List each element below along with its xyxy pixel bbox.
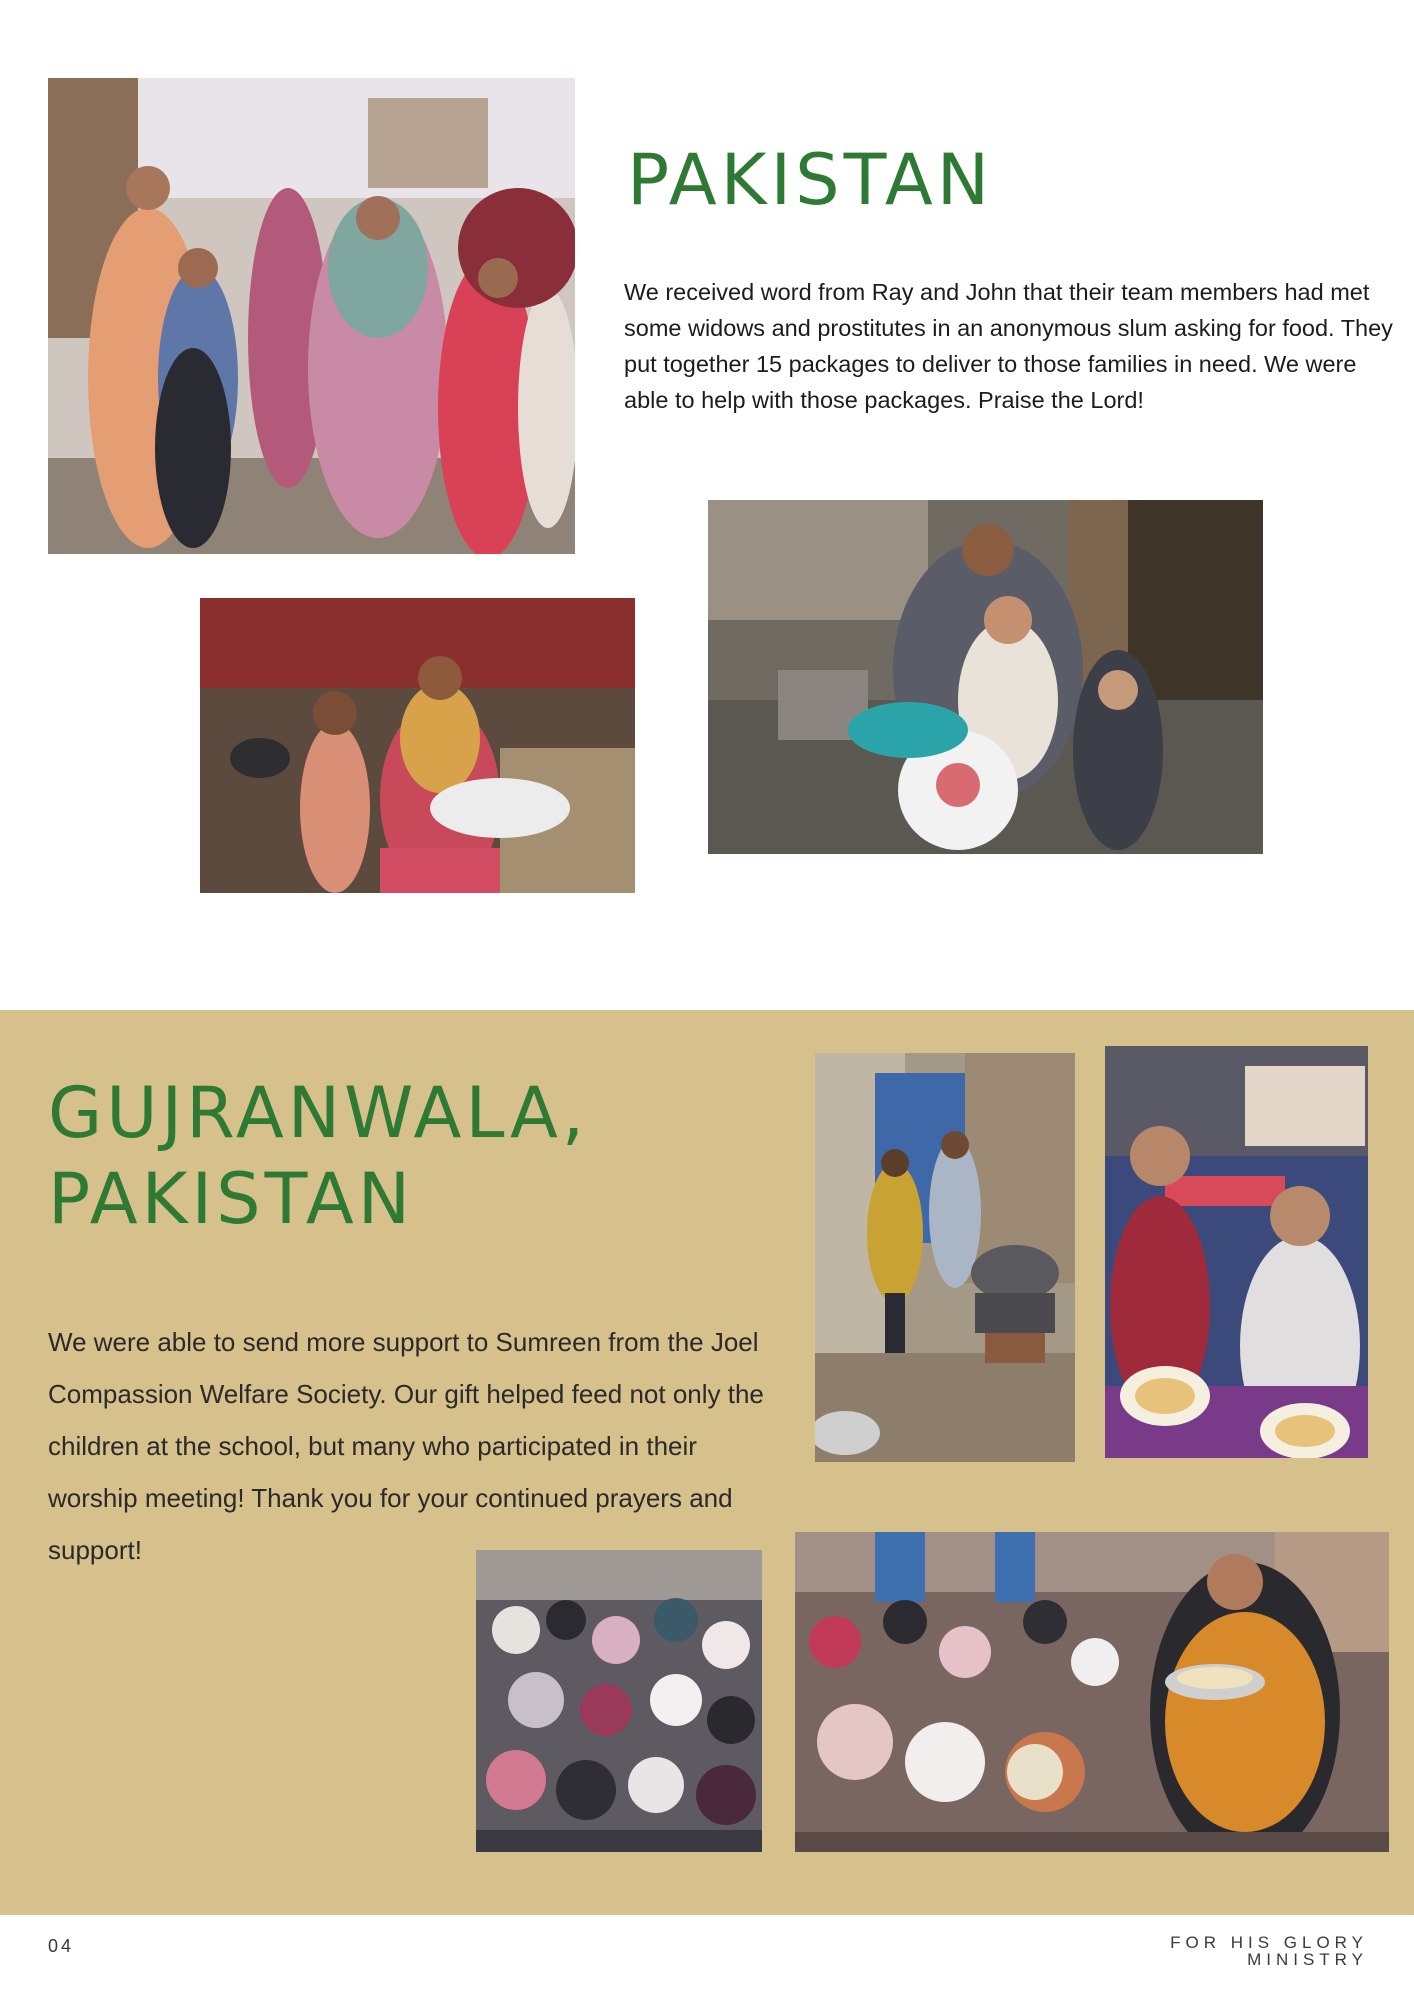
pakistan-title: PAKISTAN: [627, 139, 994, 221]
brand-logo-text: [1170, 1934, 1368, 1968]
gujranwala-body-text: We were able to send more support to Sumreen from the Joel Compassion Welfare Society. Our gift helped feed not only the children at the school, but many who participated in their worship meeting! Thank you for your continued prayers and support!: [48, 1327, 764, 1565]
brand-line2: MINISTRY: [1247, 1950, 1368, 1969]
photo-women-children-group: [48, 78, 575, 554]
photo-woman-serving-food: [795, 1532, 1389, 1852]
photo-crowd-eating-together: [476, 1550, 762, 1852]
photo-children-praying: [1105, 1046, 1368, 1458]
gujranwala-title-line2: PAKISTAN: [48, 1158, 415, 1240]
gujranwala-title-line1: GUJRANWALA,: [48, 1072, 589, 1154]
pakistan-body-text: We received word from Ray and John that their team members had met some widows and prostitutes in an anonymous slum asking for food. They put together 15 packages to deliver to those families in need. We were able to help with those packages. Praise the Lord!: [624, 279, 1393, 413]
photo-cooking-pot-outdoors: [815, 1053, 1075, 1462]
brand-line1: FOR HIS GLORY: [1170, 1933, 1368, 1952]
gujranwala-title: [48, 1070, 588, 1242]
photo-woman-child-in-tent: [200, 598, 635, 893]
page-number: 04: [48, 1936, 75, 1956]
photo-woman-with-children-food-bag: [708, 500, 1263, 854]
